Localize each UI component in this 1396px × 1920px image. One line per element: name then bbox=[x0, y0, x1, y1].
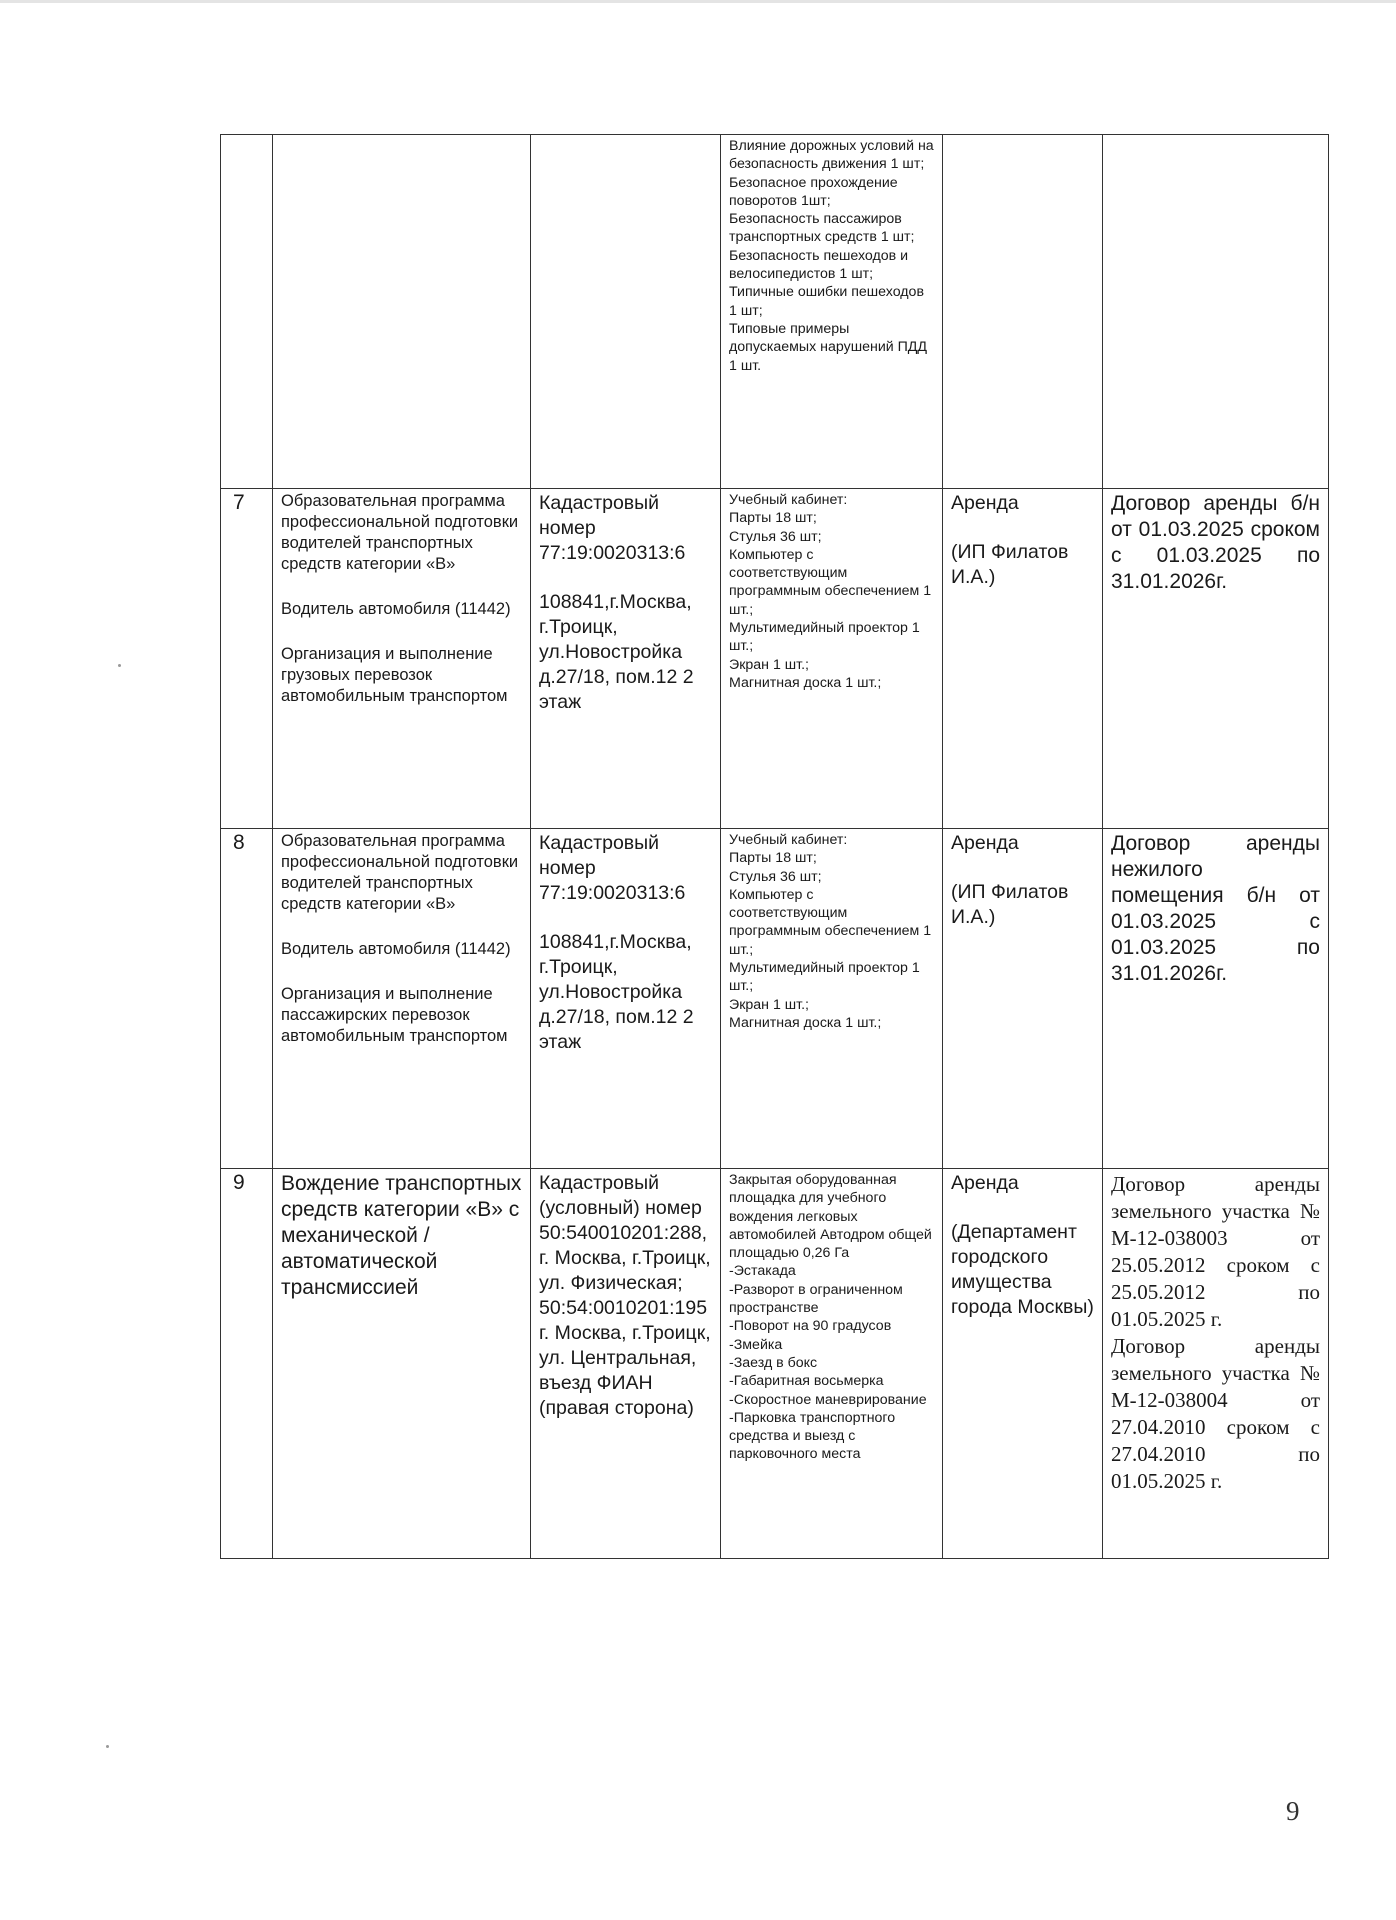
basis-type: Аренда bbox=[951, 832, 1019, 854]
program-title: Вождение транспортных средств категории «В» с механической /автоматической трансмиссией bbox=[281, 1172, 522, 1299]
cadastral-address: Кадастровый (условный) номер 50:540010201:288, г. Москва, г.Троицк, ул. Физическая; 50:54:0010201:195 г. Москва, г.Троицк, ул. Центральная, въезд ФИАН (правая сторона) bbox=[539, 1172, 711, 1419]
cell-equipment bbox=[721, 489, 943, 829]
cell-equipment bbox=[721, 829, 943, 1169]
basis-party: (ИП Филатов И.А.) bbox=[951, 881, 1069, 928]
equipment-text: Влияние дорожных условий на безопасность движения 1 шт; Безопасное прохождение поворотов 1шт; Безопасность пассажиров транспортных средств 1 шт; Безопасность пешеходов и велосипедистов 1 шт; Типичные ошибки пешеходов 1 шт; Типовые примеры допускаемых нарушений ПДД 1 шт. bbox=[729, 138, 934, 374]
cell-address bbox=[531, 489, 721, 829]
page-number: 9 bbox=[1286, 1796, 1300, 1826]
row-number: 8 bbox=[221, 829, 273, 1169]
cell-document bbox=[1103, 829, 1329, 1169]
cell-basis bbox=[943, 1169, 1103, 1559]
cell-basis bbox=[943, 829, 1103, 1169]
cell-document bbox=[1103, 1169, 1329, 1559]
contract-text: Договор аренды б/н от 01.03.2025 сроком с 01.03.2025 по 31.01.2026г. bbox=[1111, 492, 1320, 593]
program-profession: Водитель автомобиля (11442) bbox=[281, 940, 511, 958]
row-number: 9 bbox=[221, 1169, 273, 1559]
cell-document bbox=[1103, 135, 1329, 489]
cell-address bbox=[531, 1169, 721, 1559]
basis-type: Аренда bbox=[951, 492, 1019, 514]
equipment-text: Учебный кабинет: Парты 18 шт; Стулья 36 шт; Компьютер с соответствующим программным обеспечением 1 шт.; Мультимедийный проектор 1 шт.; Экран 1 шт.; Магнитная доска 1 шт.; bbox=[729, 492, 932, 691]
program-title: Образовательная программа профессиональной подготовки водителей транспортных средств категории «В» bbox=[281, 492, 519, 573]
cell-address bbox=[531, 135, 721, 489]
cell-address bbox=[531, 829, 721, 1169]
cadastral-number: Кадастровый номер 77:19:0020313:6 bbox=[539, 492, 686, 564]
program-module: Организация и выполнение грузовых перевозок автомобильным транспортом bbox=[281, 645, 508, 705]
cell-program bbox=[273, 489, 531, 829]
row-number: 7 bbox=[221, 489, 273, 829]
equipment-text: Учебный кабинет: Парты 18 шт; Стулья 36 шт; Компьютер с соответствующим программным обеспечением 1 шт.; Мультимедийный проектор 1 шт.; Экран 1 шт.; Магнитная доска 1 шт.; bbox=[729, 832, 932, 1031]
cell-equipment bbox=[721, 135, 943, 489]
resources-table bbox=[220, 134, 1329, 1559]
scan-speck bbox=[118, 664, 121, 667]
contract-text: Договор аренды нежилого помещения б/н от 01.03.2025 с 01.03.2025 по 31.01.2026г. bbox=[1111, 832, 1320, 985]
cell-num bbox=[221, 135, 273, 489]
table-row bbox=[221, 829, 1329, 1169]
program-title: Образовательная программа профессиональной подготовки водителей транспортных средств категории «В» bbox=[281, 832, 519, 913]
basis-party: (Департамент городского имущества города Москвы) bbox=[951, 1221, 1094, 1318]
cell-program bbox=[273, 135, 531, 489]
contract-text-2: Договор аренды земельного участка № М-12-038004 от 27.04.2010 сроком с 27.04.2010 по 01.05.2025 г. bbox=[1111, 1334, 1320, 1493]
program-profession: Водитель автомобиля (11442) bbox=[281, 600, 511, 618]
cell-basis bbox=[943, 489, 1103, 829]
table-row bbox=[221, 489, 1329, 829]
scan-edge bbox=[0, 0, 1396, 3]
postal-address: 108841,г.Москва, г.Троицк, ул.Новостройка д.27/18, пом.12 2 этаж bbox=[539, 931, 694, 1053]
contract-text: Договор аренды земельного участка № М-12-038003 от 25.05.2012 сроком с 25.05.2012 по 01.05.2025 г. bbox=[1111, 1172, 1320, 1331]
basis-party: (ИП Филатов И.А.) bbox=[951, 541, 1069, 588]
cell-document bbox=[1103, 489, 1329, 829]
cell-program bbox=[273, 1169, 531, 1559]
cell-basis bbox=[943, 135, 1103, 489]
cadastral-number: Кадастровый номер 77:19:0020313:6 bbox=[539, 832, 686, 904]
cell-program bbox=[273, 829, 531, 1169]
table-row bbox=[221, 1169, 1329, 1559]
table-row-continued bbox=[221, 135, 1329, 489]
equipment-text: Закрытая оборудованная площадка для учебного вождения легковых автомобилей Автодром общей площадью 0,26 Га -Эстакада -Разворот в ограниченном пространстве -Поворот на 90 градусов -Змейка -Заезд в бокс -Габаритная восьмерка -Скоростное маневрирование -Парковка транспортного средства и выезд с парковочного места bbox=[729, 1172, 932, 1463]
postal-address: 108841,г.Москва, г.Троицк, ул.Новостройка д.27/18, пом.12 2 этаж bbox=[539, 591, 694, 713]
scan-speck bbox=[106, 1745, 109, 1748]
cell-equipment bbox=[721, 1169, 943, 1559]
basis-type: Аренда bbox=[951, 1172, 1019, 1194]
program-module: Организация и выполнение пассажирских перевозок автомобильным транспортом bbox=[281, 985, 508, 1045]
